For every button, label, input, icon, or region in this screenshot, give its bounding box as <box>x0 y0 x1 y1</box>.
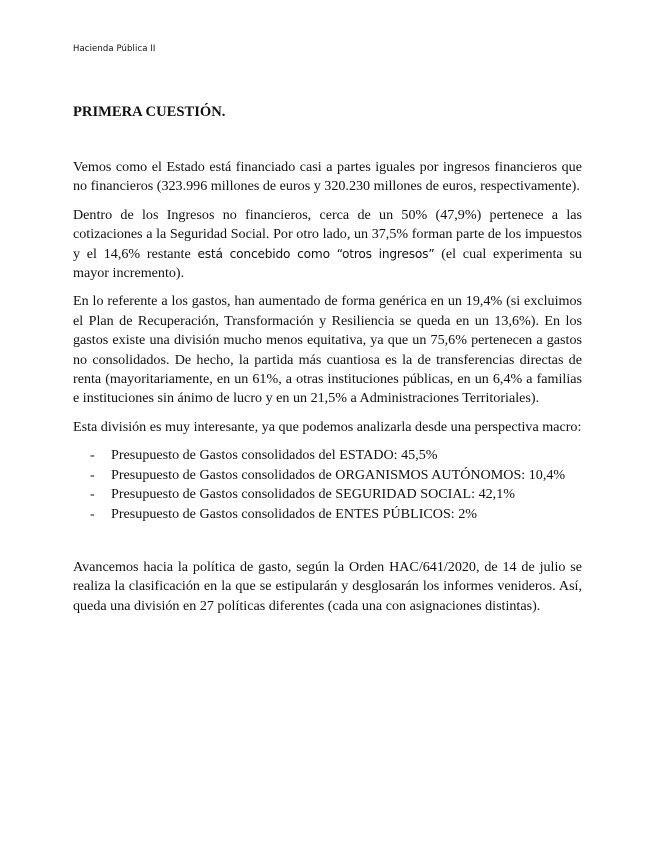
running-header: Hacienda Pública II <box>73 44 156 54</box>
paragraph-non-financial-income-part2: está concebido como “otros ingresos” <box>197 246 435 261</box>
paragraph-non-financial-income <box>73 206 582 284</box>
paragraph-spending-policy: Avancemos hacia la política de gasto, según la Orden HAC/641/2020, de 14 de julio se realiza la clasificación en la que se estipularán y desglosarán los informes venideros. Así, queda una división en 27 políticas diferentes (cada una con asignaciones distintas). <box>73 558 582 614</box>
budget-list <box>73 446 582 524</box>
list-item <box>73 446 582 465</box>
list-bullet: - <box>90 466 95 483</box>
list-item-text: Presupuesto de Gastos consolidados de ENTES PÚBLICOS: 2% <box>111 505 478 522</box>
list-item-text: Presupuesto de Gastos consolidados de ORGANISMOS AUTÓNOMOS: 10,4% <box>111 466 566 483</box>
paragraph-financing: Vemos como el Estado está financiado casi a partes iguales por ingresos financieros que no financieros (323.996 millones de euros y 320.230 millones de euros, respectivamente). <box>73 159 582 195</box>
list-item-text: Presupuesto de Gastos consolidados de SEGURIDAD SOCIAL: 42,1% <box>111 486 515 503</box>
list-item <box>73 466 582 485</box>
paragraph-expenses: En lo referente a los gastos, han aumentado de forma genérica en un 19,4% (si excluimos el Plan de Recuperación, Transformación y Resiliencia se queda en un 13,6%). En los gastos existe una división mucho menos equitativa, ya que un 75,6% pertenecen a gastos no consolidados. De hecho, la partida más cuantiosa es la de transferencias directas de renta (mayoritariamente, en un 61%, a otras instituciones públicas, en un 6,4% a familias e instituciones sin ánimo de lucro y en un 21,5% a Administraciones Territoriales). <box>73 293 582 407</box>
list-bullet: - <box>90 486 95 503</box>
section-title: PRIMERA CUESTIÓN. <box>73 104 226 120</box>
document-body <box>73 103 582 625</box>
list-item-text: Presupuesto de Gastos consolidados del ESTADO: 45,5% <box>111 447 438 464</box>
paragraph-non-financial-income-part1: Dentro de los Ingresos no financieros, cerca de un 50% (47,9%) pertenece a las cotizaciones a la Seguridad Social. Por otro lado, un 37,5% forman parte de los impuestos y el 14,6% restante <box>73 206 582 262</box>
list-item <box>73 485 582 504</box>
list-bullet: - <box>90 505 95 522</box>
list-item <box>73 505 582 524</box>
paragraph-division: Esta división es muy interesante, ya que podemos analizarla desde una perspectiva macro: <box>73 418 582 435</box>
paragraph-non-financial-income-part3: (el cual experimenta su mayor incremento). <box>73 245 582 282</box>
list-bullet: - <box>90 447 95 464</box>
